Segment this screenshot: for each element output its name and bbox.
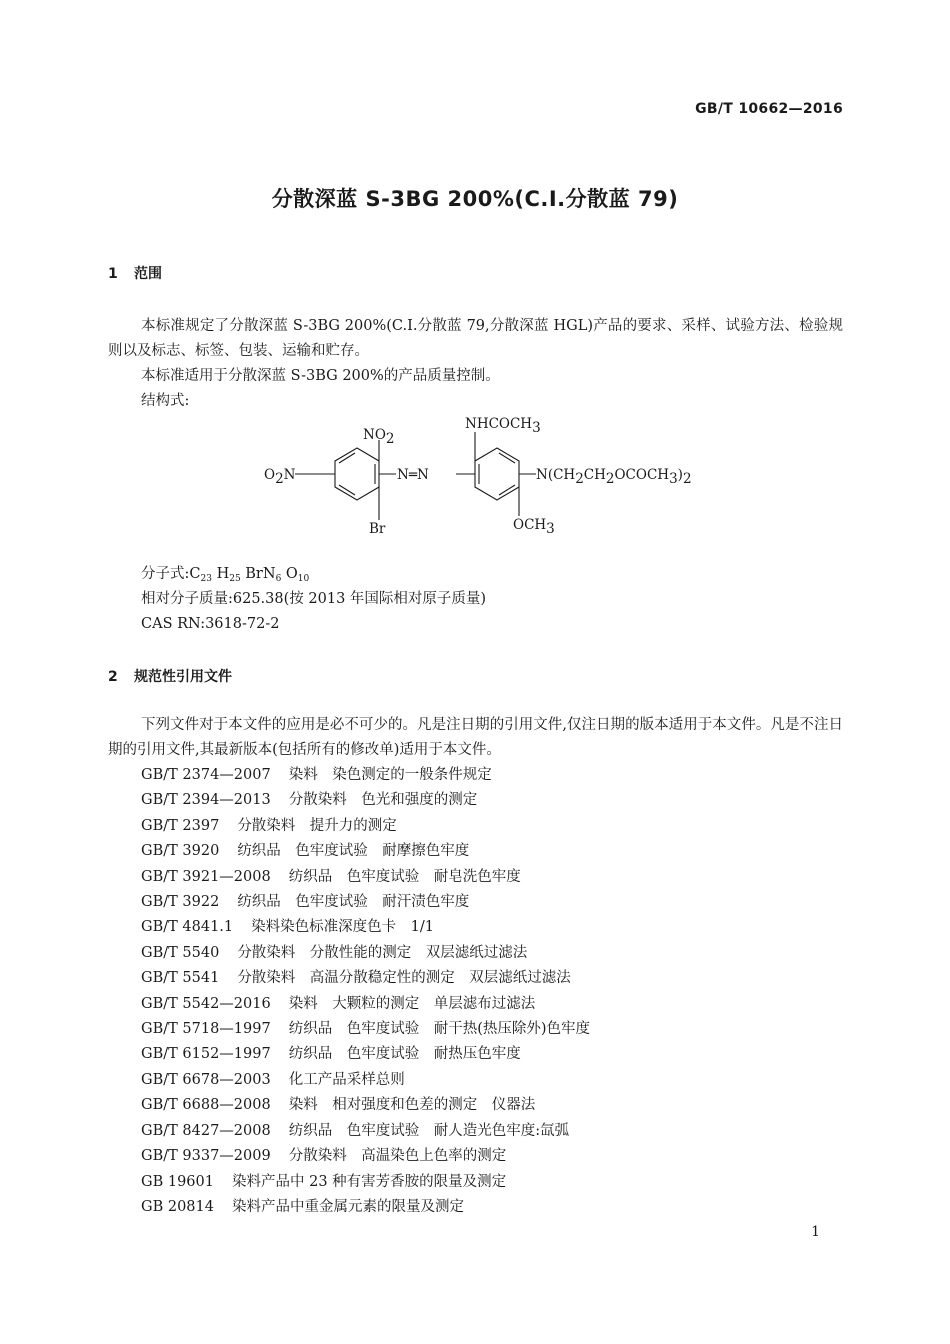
reference-title: 染料 相对强度和色差的测定 仪器法 <box>288 1097 536 1114</box>
cas-number: CAS RN:3618-72-2 <box>141 616 280 632</box>
reference-code: GB/T 2374—2007 <box>141 767 271 783</box>
reference-code: GB/T 2394—2013 <box>141 792 271 809</box>
reference-code: GB/T 3921—2008 <box>141 868 271 885</box>
methoxy-label: OCH3 <box>513 517 555 537</box>
reference-title: 纺织品 色牢度试验 耐干热(热压除外)色牢度 <box>288 1021 591 1038</box>
reference-item <box>141 788 590 813</box>
reference-item <box>141 966 590 991</box>
reference-item <box>141 992 590 1017</box>
standard-code: GB/T 10662—2016 <box>695 101 843 117</box>
reference-code: GB/T 6688—2008 <box>141 1097 271 1114</box>
reference-item <box>141 915 590 940</box>
reference-title: 纺织品 色牢度试验 耐皂洗色牢度 <box>288 868 521 885</box>
reference-code: GB/T 5540 <box>141 944 220 961</box>
reference-item <box>141 1093 590 1118</box>
references-intro-paragraph: 下列文件对于本文件的应用是必不可少的。凡是注日期的引用文件,仅注日期的版本适用于本文件。凡是不注日期的引用文件,其最新版本(包括所有的修改单)适用于本文件。 <box>108 717 843 758</box>
reference-title: 化工产品采样总则 <box>288 1071 405 1088</box>
reference-code: GB/T 6678—2003 <box>141 1071 271 1088</box>
reference-code: GB/T 6152—1997 <box>141 1046 271 1063</box>
reference-title: 染料染色标准深度色卡 1/1 <box>251 919 434 936</box>
scope-paragraph-1: 本标准规定了分散深蓝 S-3BG 200%(C.I.分散蓝 79,分散深蓝 HGL)产品的要求、采样、试验方法、检验规则以及标志、标签、包装、运输和贮存。 <box>108 318 843 359</box>
reference-title: 纺织品 色牢度试验 耐人造光色牢度:氙弧 <box>288 1122 570 1139</box>
bromo-label: Br <box>369 521 386 537</box>
amine-group-label: N(CH2CH2OCOCH3)2 <box>536 467 692 487</box>
azo-label: N═N <box>397 467 429 483</box>
reference-item <box>141 1170 590 1195</box>
scope-paragraph-2: 本标准适用于分散深蓝 S-3BG 200%的产品质量控制。 <box>141 368 500 384</box>
reference-title: 纺织品 色牢度试验 耐摩擦色牢度 <box>237 843 470 860</box>
reference-title: 分散染料 高温分散稳定性的测定 双层滤纸过滤法 <box>237 970 571 987</box>
reference-item <box>141 890 590 915</box>
reference-code: GB/T 5718—1997 <box>141 1021 271 1038</box>
right-benzene-ring <box>475 448 519 500</box>
reference-code: GB/T 9337—2009 <box>141 1148 271 1165</box>
reference-code: GB/T 3922 <box>141 894 220 911</box>
reference-title: 分散染料 高温染色上色率的测定 <box>288 1148 507 1165</box>
document-title: 分散深蓝 S-3BG 200%(C.I.分散蓝 79) <box>271 187 679 211</box>
reference-item <box>141 763 590 788</box>
reference-title: 染料 大颗粒的测定 单层滤布过滤法 <box>288 995 536 1012</box>
reference-item <box>141 865 590 890</box>
reference-item <box>141 941 590 966</box>
reference-item <box>141 1119 590 1144</box>
reference-title: 纺织品 色牢度试验 耐汗渍色牢度 <box>237 894 470 911</box>
molecular-mass: 相对分子质量:625.38(按 2013 年国际相对原子质量) <box>141 591 487 607</box>
reference-code: GB/T 3920 <box>141 843 220 860</box>
acetamido-label: NHCOCH3 <box>465 416 541 436</box>
section-heading-scope <box>108 263 162 283</box>
molecular-formula: 分子式$:C_{23}$ $H_{25}$ BrN$_6$ $O_{10}$ <box>141 566 310 584</box>
reference-code: GB/T 5541 <box>141 970 220 987</box>
section-heading-references <box>108 666 232 686</box>
reference-item <box>141 814 590 839</box>
section-title: 范围 <box>134 266 162 282</box>
section-number: 1 <box>108 266 118 282</box>
reference-code: GB/T 8427—2008 <box>141 1122 271 1139</box>
reference-item <box>141 1068 590 1093</box>
reference-title: 分散染料 色光和强度的测定 <box>288 792 478 809</box>
section-number: 2 <box>108 669 118 685</box>
page-number: 1 <box>811 1224 820 1240</box>
reference-list <box>141 763 590 1220</box>
reference-title: 纺织品 色牢度试验 耐热压色牢度 <box>288 1046 521 1063</box>
nitro-left-label: O2N <box>264 467 296 487</box>
reference-code: GB 19601 <box>141 1173 214 1190</box>
reference-code: GB/T 4841.1 <box>141 919 234 936</box>
structure-label: 结构式: <box>141 393 190 409</box>
reference-title: 分散染料 分散性能的测定 双层滤纸过滤法 <box>237 944 528 961</box>
reference-code: GB 20814 <box>141 1198 214 1215</box>
reference-code: GB/T 5542—2016 <box>141 995 271 1012</box>
reference-item <box>141 1144 590 1169</box>
reference-item <box>141 1042 590 1067</box>
section-title: 规范性引用文件 <box>134 669 232 685</box>
reference-item <box>141 839 590 864</box>
reference-title: 染料产品中重金属元素的限量及测定 <box>231 1198 464 1215</box>
structural-formula <box>255 408 705 540</box>
left-benzene-ring <box>335 448 379 500</box>
reference-title: 分散染料 提升力的测定 <box>237 817 397 834</box>
reference-title: 染料 染色测定的一般条件规定 <box>288 767 492 783</box>
reference-title: 染料产品中 23 种有害芳香胺的限量及测定 <box>231 1173 507 1190</box>
reference-code: GB/T 2397 <box>141 817 220 834</box>
reference-item <box>141 1195 590 1220</box>
nitro-top-label: NO2 <box>363 427 395 447</box>
reference-item <box>141 1017 590 1042</box>
